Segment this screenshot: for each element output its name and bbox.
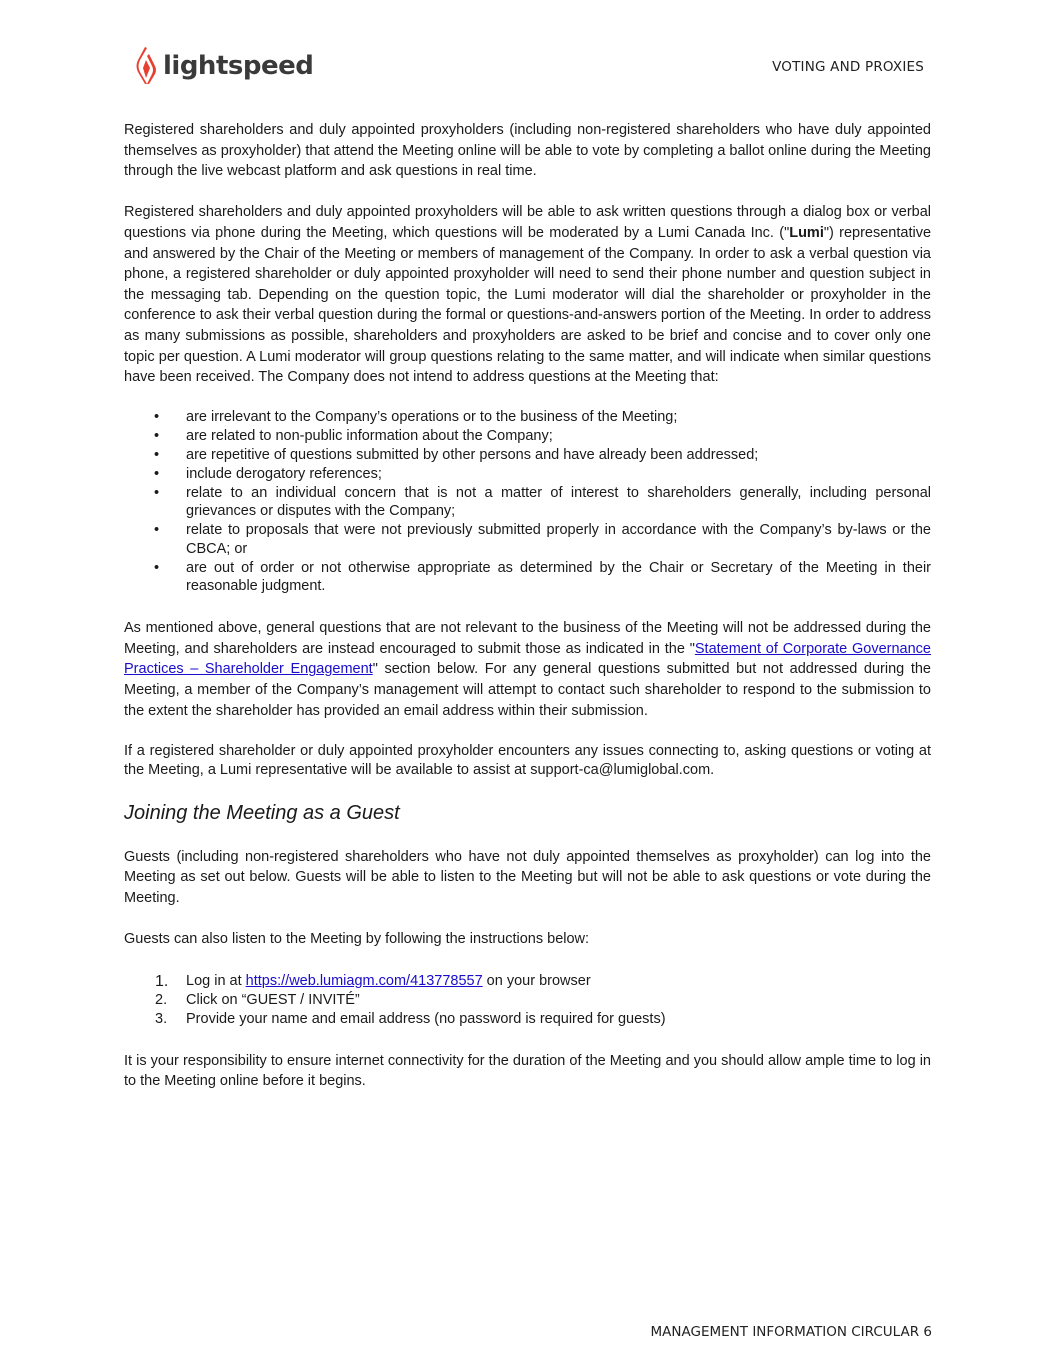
page-footer: MANAGEMENT INFORMATION CIRCULAR 6 [650, 1324, 932, 1340]
list-item [124, 972, 931, 991]
logo-text: lightspeed [163, 51, 314, 81]
list-item: • include derogatory references; [124, 465, 931, 484]
text: Provide your name and email address (no password is required for guests) [186, 1010, 666, 1027]
step-number: 2. [155, 991, 168, 1008]
list-item: • are irrelevant to the Company’s operations or to the business of the Meeting; [124, 408, 931, 427]
paragraph-support: If a registered shareholder or duly appointed proxyholder encounters any issues connecting to, asking questions or voting at the Meeting, a Lumi representative will be available to assist at support-ca@lumiglobal.com. [124, 742, 931, 778]
list-item: • are related to non-public information about the Company; [124, 427, 931, 446]
section-heading-guest: Joining the Meeting as a Guest [124, 801, 400, 824]
text: Log in at [186, 972, 246, 989]
paragraph-guest-instructions: Guests can also listen to the Meeting by following the instructions below: [124, 931, 590, 948]
list-item: • relate to proposals that were not previously submitted properly in accordance with the Company’s by-laws or the CBCA; or [124, 521, 931, 559]
flame-icon [135, 46, 159, 86]
bold-lumi: Lumi [789, 224, 824, 241]
list-item: • are repetitive of questions submitted by other persons and have already been addressed; [124, 446, 931, 465]
text: Click on “GUEST / INVITÉ” [186, 991, 360, 1008]
list-item [124, 991, 931, 1010]
list-item: • relate to an individual concern that is not a matter of interest to shareholders generally, including personal grievances or disputes with the Company; [124, 484, 931, 522]
shareholder-engagement-link[interactable]: Statement of Corporate Governance Practices – Shareholder Engagement [124, 640, 932, 678]
text: As mentioned above, general questions that are not relevant to the business of the Meeting will not be addressed during the Meeting, and shareholders are instead encouraged to submit those as indicated in the " [124, 620, 931, 657]
step-number: 3. [155, 1010, 168, 1027]
lightspeed-logo [135, 46, 313, 86]
list-item: • are out of order or not otherwise appropriate as determined by the Chair or Secretary of the Meeting in their reasonable judgment. [124, 559, 931, 597]
text: Registered shareholders and duly appointed proxyholders will be able to ask written questions through a dialog box or verbal questions via phone during the Meeting, which questions will be moderated by a Lumi Canada Inc. (" [124, 204, 931, 241]
paragraph-general-questions [124, 618, 931, 721]
lumi-meeting-link[interactable]: https://web.lumiagm.com/413778557 [245, 972, 483, 989]
paragraph-voting: Registered shareholders and duly appointed proxyholders (including non-registered shareholders who have duly appointed themselves as proxyholder) that attend the Meeting online will be able to vote by completing a ballot online during the Meeting through the live webcast platform and ask questions in real time. [124, 122, 931, 180]
text: " section below. For any general questions submitted but not addressed during the Meeting, a member of the Company’s management will attempt to contact such shareholder to respond to the submission to the extent the shareholder has provided an email address within their submission. [124, 661, 931, 719]
step-number: 1. [155, 972, 169, 990]
paragraph-connectivity: It is your responsibility to ensure internet connectivity for the duration of the Meeting and you should allow ample time to log in to the Meeting online before it begins. [124, 1052, 931, 1090]
paragraph-guests: Guests (including non-registered shareholders who have not duly appointed themselves as proxyholder) can log into the Meeting as set out below. Guests will be able to listen to the Meeting but will not be able to ask questions or vote during the Meeting. [124, 848, 931, 907]
document-body [124, 120, 931, 1092]
paragraph-questions [124, 202, 931, 387]
text: on your browser [482, 972, 591, 989]
question-restrictions-list [124, 408, 931, 596]
section-header-title: VOTING AND PROXIES [772, 59, 924, 75]
guest-steps-list [124, 972, 931, 1029]
list-item [124, 1010, 931, 1029]
text: ") representative and answered by the Chair of the Meeting or members of management of the Company. In order to ask a verbal question via phone, a registered shareholder or duly appointed proxyholder will need to send their phone number and question subject in the messaging tab. Depending on the question topic, the Lumi moderator will dial the shareholder or proxyholder in the conference to ask their verbal question during the formal or questions-and-answers portion of the Meeting. In order to address as many submissions as possible, shareholders and proxyholders are asked to be brief and concise and to cover only one topic per question. A Lumi moderator will group questions relating to the same matter, and will indicate when similar questions have been received. The Company does not intend to address questions at the Meeting that: [124, 224, 932, 386]
